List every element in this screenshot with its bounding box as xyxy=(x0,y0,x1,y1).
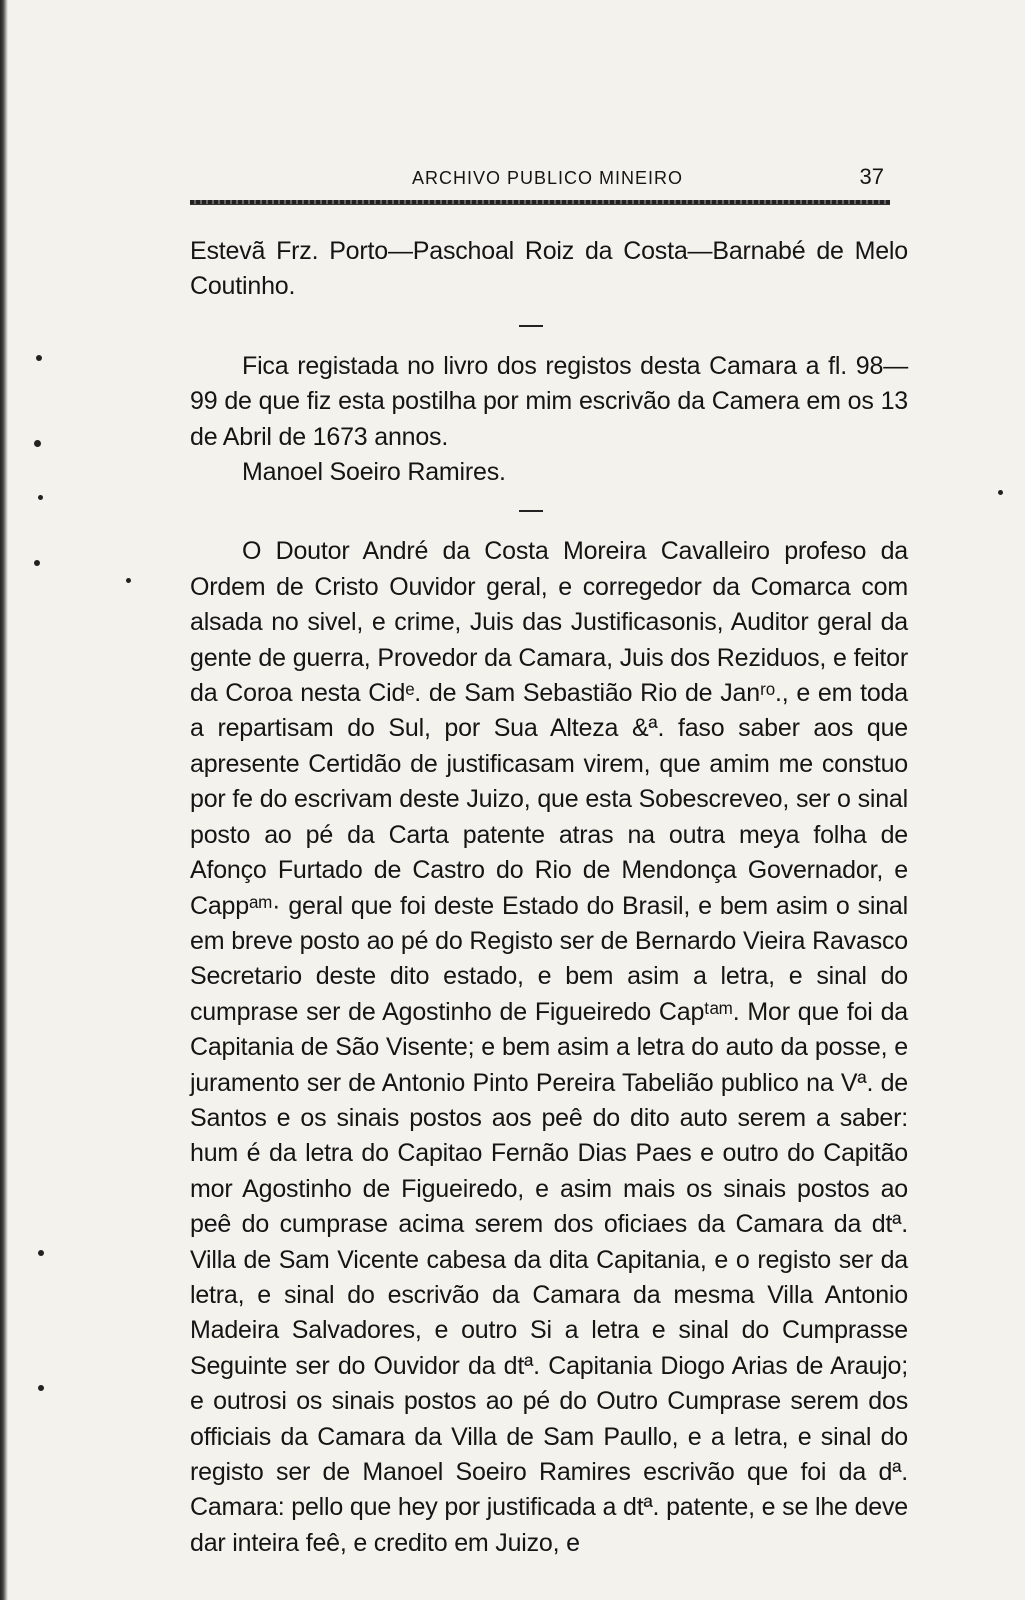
running-title: ARCHIVO PUBLICO MINEIRO xyxy=(412,168,684,188)
page-header xyxy=(190,164,892,206)
ink-speck xyxy=(998,490,1003,495)
section-separator xyxy=(519,325,543,327)
ink-speck xyxy=(38,1385,44,1391)
ink-speck xyxy=(38,1250,44,1256)
ink-speck xyxy=(34,560,40,566)
page-number: 37 xyxy=(859,164,884,189)
paragraph-registration-note: Fica registada no livro dos registos desta Camara a fl. 98—99 de que fiz esta postilha por mim escrivão da Camera em os 13 de Abril de 1673 annos. xyxy=(190,351,908,451)
ink-speck xyxy=(36,355,42,361)
header-rule xyxy=(190,200,890,205)
ink-speck xyxy=(126,578,131,583)
signature-line: Manoel Soeiro Ramires. xyxy=(242,458,506,487)
body-text xyxy=(190,234,908,1561)
ink-speck xyxy=(38,495,43,500)
paragraph-signatories: Estevã Frz. Porto—Paschoal Roiz da Costa—Barnabé de Melo Coutinho. xyxy=(190,237,908,301)
ink-speck xyxy=(34,440,41,447)
binding-edge-shadow xyxy=(0,0,8,1600)
paragraph-certificate: O Doutor André da Costa Moreira Cavalleiro profeso da Ordem de Cristo Ouvidor geral, e corregedor da Comarca com alsada no sivel, e crime, Juis das Justificasonis, Auditor geral da gente de guerra, Provedor da Camara, Juis dos Reziduos, e feitor da Coroa nesta Cidᵉ. de Sam Sebastião Rio de Janʳᵒ., e em toda a repartisam do Sul, por Sua Alteza &ª. faso saber aos que apresente Certidão de justificasam virem, que amim me constuo por fe do escrivam deste Juizo, que esta Sobescreveo, ser o sinal posto ao pé da Carta patente atras na outra meya folha de Afonço Furtado de Castro do Rio de Mendonça Governador, e Cappᵃᵐ· geral que foi deste Estado do Brasil, e bem asim o sinal em breve posto ao pé do Registo ser de Bernardo Vieira Ravasco Secretario deste dito estado, e bem asim a letra, e sinal do cumprase ser de Agostinho de Figueiredo Capᵗᵃᵐ. Mor que foi da Capitania de São Visente; e bem asim a letra do auto da posse, e juramento ser de Antonio Pinto Pereira Tabelião publico na Vª. de Santos e os sinais postos aos peê do dito auto serem a saber: hum é da letra do Capitao Fernão Dias Paes e outro do Capitão mor Agostinho de Figueiredo, e asim mais os sinais postos ao peê do cumprase acima serem dos oficiaes da Camara da dtª. Villa de Sam Vicente cabesa da dita Capitania, e o registo ser da letra, e sinal do escrivão da Camara da mesma Villa Antonio Madeira Salvadores, e outro Si a letra e sinal do Cumprasse Seguinte ser do Ouvidor da dtª. Capitania Diogo Arias de Araujo; e outrosi os sinais postos ao pé do Outro Cumprase serem dos officiais da Camara da Villa de Sam Paullo, e a letra, e sinal do registo ser de Manoel Soeiro Ramires escrivão que foi da dª. Camara: pello que hey por justificada a dtª. patente, e se lhe deve dar inteira feê, e credito em Juizo, e xyxy=(190,537,908,1557)
section-separator xyxy=(519,510,543,512)
